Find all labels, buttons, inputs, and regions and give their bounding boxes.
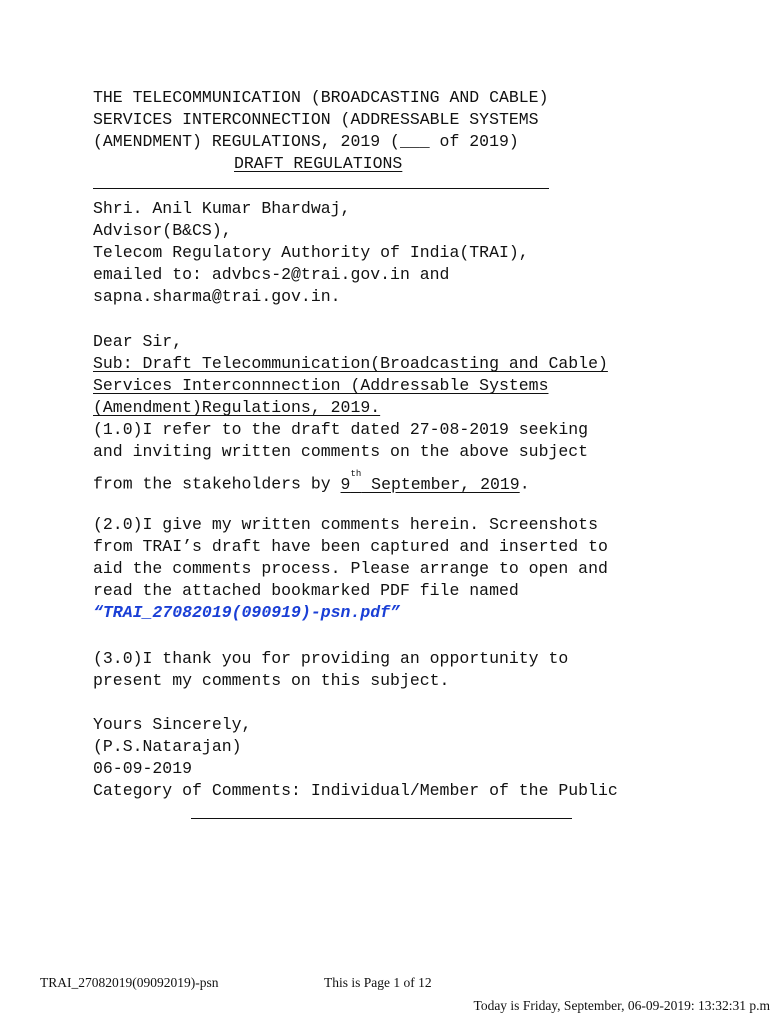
closing-divider <box>191 818 572 819</box>
addressee-organization: Telecom Regulatory Authority of India(TRAI), <box>93 243 529 262</box>
deadline-day-suffix: th <box>350 469 362 479</box>
para2-line-1: (2.0)I give my written comments herein. Screenshots <box>93 515 598 534</box>
para2-line-4: read the attached bookmarked PDF file named <box>93 581 519 600</box>
footer-page-info: This is Page 1 of 12 <box>324 975 432 990</box>
subject-line-1: Sub: Draft Telecommunication(Broadcasting and Cable) <box>93 354 608 373</box>
footer-timestamp: Today is Friday, September, 06-09-2019: 13:32:31 p.m <box>473 998 770 1013</box>
para3-line-2: present my comments on this subject. <box>93 671 450 690</box>
deadline-day: 9 <box>340 474 351 494</box>
draft-regulations-heading: DRAFT REGULATIONS <box>234 154 403 173</box>
para1-line-1: (1.0)I refer to the draft dated 27-08-2019 seeking <box>93 420 589 439</box>
footer-filename: TRAI_27082019(09092019)-psn <box>40 975 219 990</box>
sign-off: Yours Sincerely, <box>93 715 252 734</box>
title-divider <box>93 188 549 189</box>
subject-line-2: Services Interconnnection (Addressable Systems <box>93 376 549 395</box>
para1-line-2: and inviting written comments on the above subject <box>93 442 589 461</box>
comment-category: Category of Comments: Individual/Member of the Public <box>93 781 618 800</box>
addressee-name: Shri. Anil Kumar Bhardwaj, <box>93 199 351 218</box>
para3-line-1: (3.0)I thank you for providing an opportunity to <box>93 649 569 668</box>
addressee-email-line-1: emailed to: advbcs-2@trai.gov.in and <box>93 265 450 284</box>
para1-line-3 <box>93 469 530 496</box>
subject-line-3: (Amendment)Regulations, 2019. <box>93 398 381 417</box>
title-line-3: (AMENDMENT) REGULATIONS, 2019 (___ of 2019) <box>93 132 519 151</box>
title-line-2: SERVICES INTERCONNECTION (ADDRESSABLE SYSTEMS <box>93 110 539 129</box>
salutation: Dear Sir, <box>93 332 183 351</box>
para2-line-2: from TRAI’s draft have been captured and inserted to <box>93 537 608 556</box>
addressee-designation: Advisor(B&CS), <box>93 221 232 240</box>
para2-line-3: aid the comments process. Please arrange to open and <box>93 559 608 578</box>
deadline-month-year: September, 2019 <box>361 474 520 494</box>
para1-line-3-prefix: from the stakeholders by <box>93 474 341 494</box>
signatory-name: (P.S.Natarajan) <box>93 737 242 756</box>
attached-pdf-link[interactable]: “TRAI_27082019(090919)-psn.pdf” <box>93 603 400 622</box>
deadline-date <box>340 469 520 494</box>
para1-line-3-suffix: . <box>519 474 530 494</box>
addressee-email-line-2: sapna.sharma@trai.gov.in. <box>93 287 341 306</box>
signature-date: 06-09-2019 <box>93 759 193 778</box>
title-line-1: THE TELECOMMUNICATION (BROADCASTING AND CABLE) <box>93 88 549 107</box>
